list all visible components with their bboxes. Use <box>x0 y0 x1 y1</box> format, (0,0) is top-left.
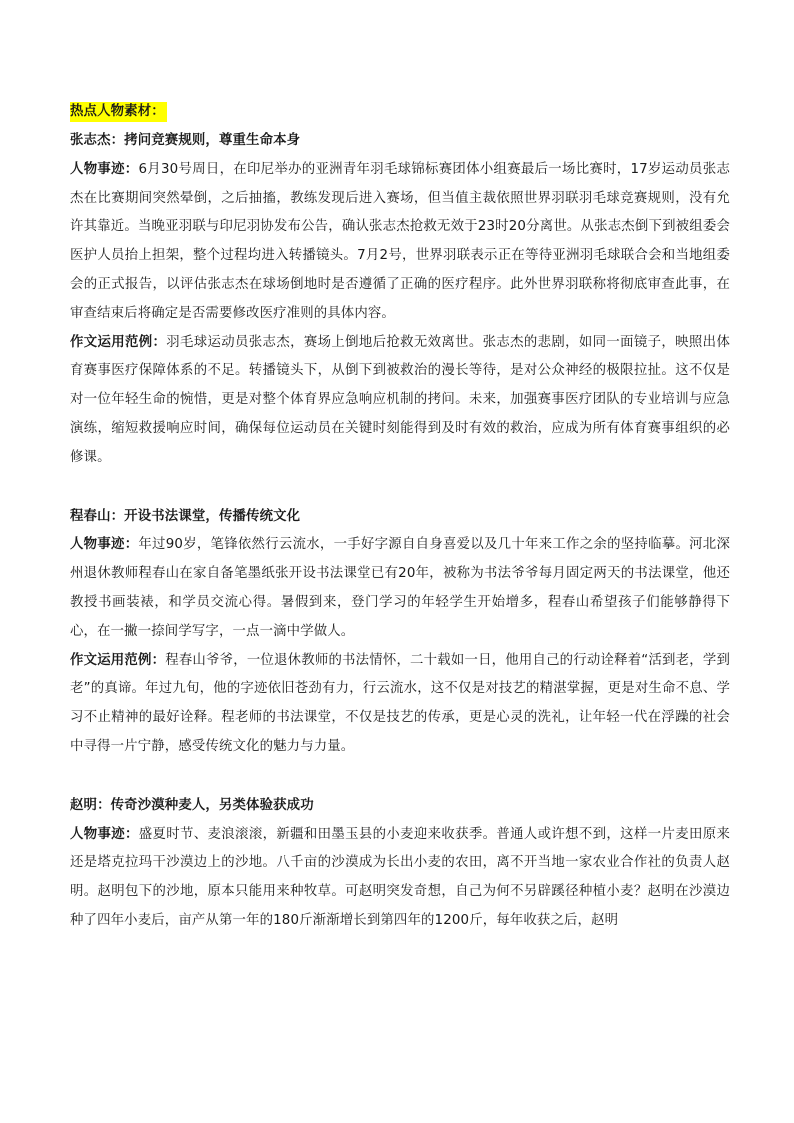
story-section <box>70 503 730 762</box>
story-example-paragraph <box>70 647 730 762</box>
document-page <box>70 98 730 936</box>
story-title: 赵明：传奇沙漠种麦人，另类体验获成功 <box>70 797 314 813</box>
event-label: 人物事迹： <box>70 537 139 553</box>
event-text: 盛夏时节、麦浪滚滚，新疆和田墨玉县的小麦迎来收获季。普通人或许想不到，这样一片麦田原来还是塔克拉玛干沙漠边上的沙地。八千亩的沙漠成为长出小麦的农田，离不开当地一家农业合作社的负责人赵明。赵明包下的沙地，原本只能用来种牧草。可赵明突发奇想，自己为何不另辟蹊径种植小麦？赵明在沙漠边种了四年小麦后，亩产从第一年的180斤渐渐增长到第四年的1200斤，每年收获之后，赵明 <box>70 826 731 928</box>
story-section <box>70 127 730 473</box>
story-event-paragraph <box>70 531 730 646</box>
story-event-paragraph <box>70 821 730 936</box>
story-example-paragraph <box>70 329 730 473</box>
example-text: 程春山爷爷，一位退休教师的书法情怀，二十载如一日，他用自己的行动诠释着“活到老，学到老”的真谛。年过九旬，他的字迹依旧苍劲有力，行云流水，这不仅是对技艺的精湛掌握，更是对生命不息、学习不止精神的最好诠释。程老师的书法课堂，不仅是技艺的传承，更是心灵的洗礼，让年轻一代在浮躁的社会中寻得一片宁静，感受传统文化的魅力与力量。 <box>70 652 730 754</box>
story-section <box>70 792 730 936</box>
event-label: 人物事迹： <box>70 161 139 177</box>
example-label: 作文运用范例： <box>70 334 167 350</box>
example-label: 作文运用范例： <box>70 652 166 668</box>
story-title: 程春山：开设书法课堂，传播传统文化 <box>70 508 301 524</box>
event-text: 年过90岁，笔锋依然行云流水，一手好字源自自身喜爱以及几十年来工作之余的坚持临摹。河北深州退休教师程春山在家自备笔墨纸张开设书法课堂已有20年，被称为书法爷爷每月固定两天的书法课堂，他还教授书画装裱，和学员交流心得。暑假到来，登门学习的年轻学生开始增多，程春山希望孩子们能够静得下心，在一撇一捺间学写字，一点一滴中学做人。 <box>70 537 731 639</box>
example-text: 羽毛球运动员张志杰，赛场上倒地后抢救无效离世。张志杰的悲剧，如同一面镜子，映照出体育赛事医疗保障体系的不足。转播镜头下，从倒下到被救治的漫长等待，是对公众神经的极限拉扯。这不仅是对一位年轻生命的惋惜，更是对整个体育界应急响应机制的拷问。未来，加强赛事医疗团队的专业培训与应急演练，缩短救援响应时间，确保每位运动员在关键时刻能得到及时有效的救治，应成为所有体育赛事组织的必修课。 <box>70 334 730 465</box>
event-label: 人物事迹： <box>70 826 139 842</box>
page-heading: 热点人物素材： <box>70 102 167 122</box>
event-text: 6月30号周日，在印尼举办的亚洲青年羽毛球锦标赛团体小组赛最后一场比赛时，17岁运动员张志杰在比赛期间突然晕倒，之后抽搐，教练发现后进入赛场，但当值主裁依照世界羽联羽毛球竞赛规则，没有允许其靠近。当晚亚羽联与印尼羽协发布公告，确认张志杰抢救无效于23时20分离世。从张志杰倒下到被组委会医护人员抬上担架，整个过程均进入转播镜头。7月2号，世界羽联表示正在等待亚洲羽毛球联合会和当地组委会的正式报告，以评估张志杰在球场倒地时是否遵循了正确的医疗程序。此外世界羽联称将彻底审查此事，在审查结束后将确定是否需要修改医疗准则的具体内容。 <box>70 161 730 321</box>
story-event-paragraph <box>70 156 730 329</box>
story-title: 张志杰：拷问竞赛规则，尊重生命本身 <box>70 133 301 148</box>
